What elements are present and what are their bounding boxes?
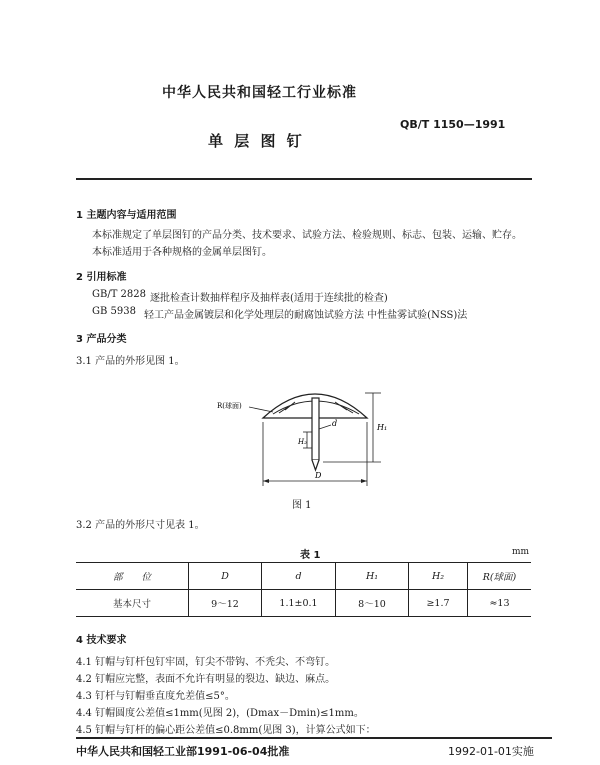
section-1-para-2: 本标准适用于各种规格的金属单层图钉。 (92, 247, 272, 258)
section-1-para-1: 本标准规定了单层图钉的产品分类、技术要求、试验方法、检验规则、标志、包装、运输、贮存。 (92, 230, 522, 241)
reference-2-code: GB 5938 (92, 306, 136, 317)
table-header-cell: 部 位 (76, 563, 189, 590)
effective-date: 1992-01-01实施 (448, 745, 534, 758)
reference-2-text: 轻工产品金属镀层和化学处理层的耐腐蚀试验方法 中性盐雾试验(NSS)法 (144, 310, 468, 321)
clause-4-4: 4.4 钉帽圆度公差值≤1mm(见图 2)，(Dmax－Dmin)≤1mm。 (76, 708, 364, 719)
label-h1: H₁ (377, 423, 388, 432)
issuing-standard-title: 中华人民共和国轻工行业标准 (162, 85, 357, 101)
table-header-row (76, 563, 531, 590)
table-cell: 1.1±0.1 (262, 590, 336, 617)
table-header-cell: H₂ (409, 563, 468, 590)
table-cell: 9～12 (189, 590, 262, 617)
standard-code: QB/T 1150—1991 (400, 118, 506, 131)
section-4-heading: 4 技术要求 (76, 635, 127, 646)
label-d-small: d (332, 419, 338, 428)
label-h2: H₂ (298, 438, 307, 446)
footer-divider (76, 737, 552, 739)
dimension-table (76, 562, 531, 617)
label-r: R(球面) (217, 402, 242, 410)
reference-1-text: 逐批检查计数抽样程序及抽样表(适用于连续批的检查) (150, 293, 388, 304)
figure-1-caption: 图 1 (292, 500, 312, 511)
clause-3-1: 3.1 产品的外形见图 1。 (76, 356, 185, 367)
table-unit: mm (512, 547, 530, 557)
table-row (76, 590, 531, 617)
table-header-cell: R(球面) (468, 563, 532, 590)
section-2-heading: 2 引用标准 (76, 272, 127, 283)
section-3-heading: 3 产品分类 (76, 334, 127, 345)
table-cell: ≈13 (468, 590, 532, 617)
reference-1-code: GB/T 2828 (92, 289, 147, 300)
clause-4-1: 4.1 钉帽与钉杆包钉牢固，钉尖不带钩、不秃尖、不弯钉。 (76, 657, 336, 668)
table-header-cell: d (262, 563, 336, 590)
section-1-heading: 1 主题内容与适用范围 (76, 210, 177, 221)
approval-line: 中华人民共和国轻工业部1991-06-04批准 (76, 745, 290, 758)
label-d-big: D (315, 471, 322, 480)
table-cell: 8～10 (336, 590, 409, 617)
page-title: 单 层 图 钉 (208, 132, 305, 150)
pin-shank (312, 398, 319, 460)
table-header-cell: H₁ (336, 563, 409, 590)
clause-4-3: 4.3 钉杆与钉帽垂直度允差值≤5°。 (76, 691, 235, 702)
table-cell: 基本尺寸 (76, 590, 189, 617)
header-divider (76, 178, 532, 180)
clause-3-2: 3.2 产品的外形尺寸见表 1。 (76, 520, 205, 531)
figure-1-drawpin (215, 378, 390, 493)
clause-4-5: 4.5 钉帽与钉杆的偏心距公差值≤0.8mm(见图 3)，计算公式如下： (76, 725, 376, 736)
table-cell: ≥1.7 (409, 590, 468, 617)
table-header-cell: D (189, 563, 262, 590)
clause-4-2: 4.2 钉帽应完整，表面不允许有明显的裂边、缺边、麻点。 (76, 674, 336, 685)
table-1-caption: 表 1 (300, 550, 321, 561)
